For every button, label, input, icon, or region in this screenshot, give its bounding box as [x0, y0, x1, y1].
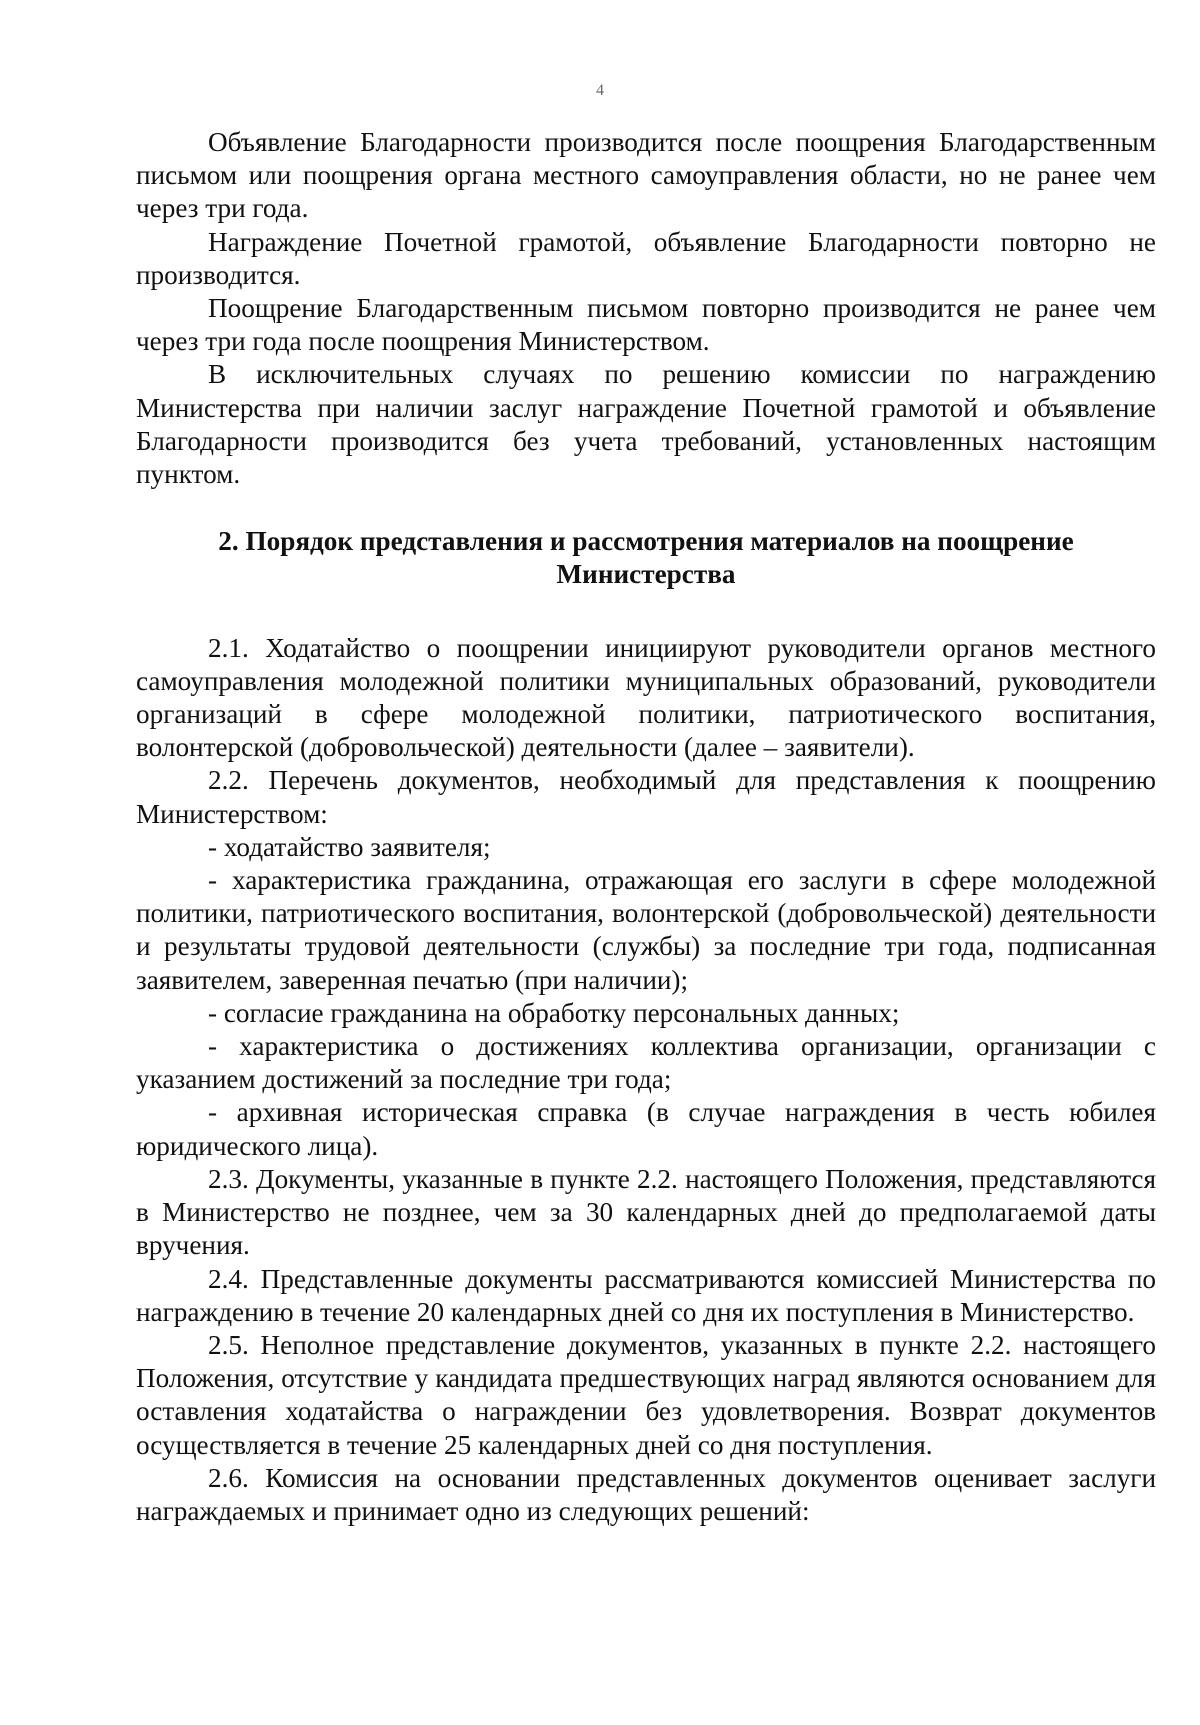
paragraph-gratitude-timing: Объявление Благодарности производится после поощрения Благодарственным письмом или поощрения органа местного самоуправления области, но не ранее чем через три года.: [136, 127, 1156, 224]
paragraph-2-3: 2.3. Документы, указанные в пункте 2.2. настоящего Положения, представляются в Министерство не позднее, чем за 30 календарных дней до предполагаемой даты вручения.: [136, 1163, 1156, 1261]
section-heading: [136, 525, 1156, 591]
list-item-archive-reference: - архивная историческая справка (в случае награждения в честь юбилея юридического лица).: [136, 1097, 1156, 1161]
paragraph-2-5: 2.5. Неполное представление документов, указанных в пункте 2.2. настоящего Положения, отсутствие у кандидата предшествующих наград являются основанием для оставления ходатайства о награждении без удовлетворения. Возврат документов осуществляется в течение 25 календарных дней со дня поступления.: [136, 1329, 1156, 1460]
list-item-petition: - ходатайство заявителя;: [208, 831, 491, 862]
paragraph-2-6: 2.6. Комиссия на основании представленных документов оценивает заслуги награждаемых и принимает одно из следующих решений:: [136, 1462, 1156, 1526]
paragraph-2-2: 2.2. Перечень документов, необходимый для представления к поощрению Министерством:: [136, 765, 1156, 829]
section-heading-line-1: 2. Порядок представления и рассмотрения материалов на поощрение: [218, 526, 1074, 557]
list-item-citizen-characteristic: - характеристика гражданина, отражающая его заслуги в сфере молодежной политики, патриотического воспитания, волонтерской (добровольческой) деятельности и результаты трудовой деятельности (службы) за последние три года, подписанная заявителем, заверенная печатью (при наличии);: [136, 865, 1156, 995]
paragraph-2-1: 2.1. Ходатайство о поощрении инициируют руководители органов местного самоуправления молодежной политики муниципальных образований, руководители организаций в сфере молодежной политики, патриотического воспитания, волонтерской (добровольческой) деятельности (далее – заявители).: [136, 632, 1156, 763]
document-page: [136, 78, 1156, 1528]
page-number: 4: [596, 82, 604, 99]
paragraph-letter-repeat: Поощрение Благодарственным письмом повторно производится не ранее чем через три года после поощрения Министерством.: [136, 293, 1156, 357]
paragraph-exceptional-cases: В исключительных случаях по решению комиссии по награждению Министерства при наличии заслуг награждение Почетной грамотой и объявление Благодарности производится без учета требований, установленных настоящим пунктом.: [136, 359, 1156, 490]
paragraph-no-repeat: Награждение Почетной грамотой, объявление Благодарности повторно не производится.: [136, 226, 1156, 290]
list-item-personal-data-consent: - согласие гражданина на обработку персональных данных;: [208, 997, 900, 1028]
list-item-collective-achievements: - характеристика о достижениях коллектива организации, организации с указанием достижений за последние три года;: [136, 1031, 1156, 1095]
paragraph-2-4: 2.4. Представленные документы рассматриваются комиссией Министерства по награждению в течение 20 календарных дней со дня их поступления в Министерство.: [136, 1263, 1156, 1327]
section-heading-line-2: Министерства: [556, 559, 736, 590]
